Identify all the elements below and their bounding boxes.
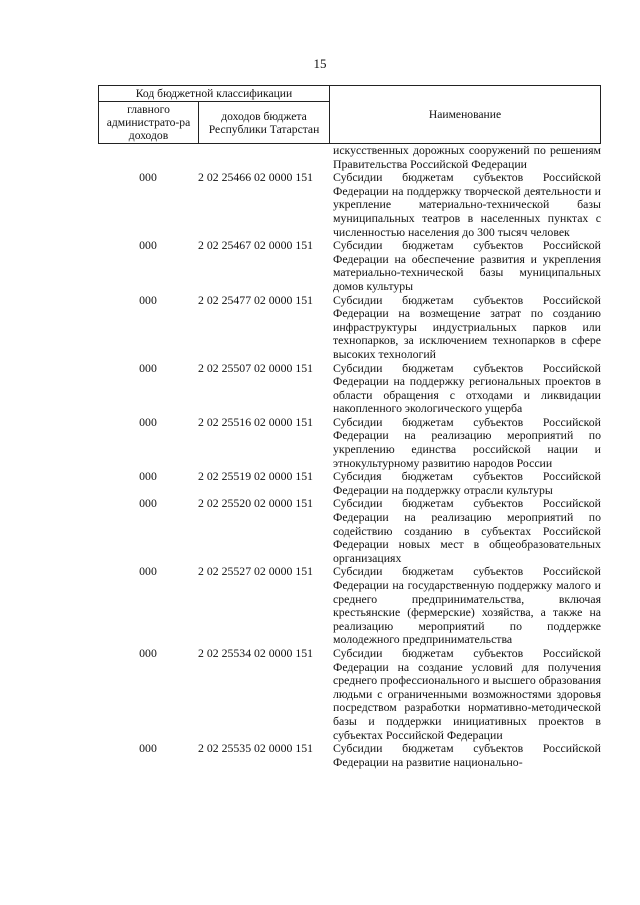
table-row xyxy=(98,470,601,497)
name-cell: Субсидии бюджетам субъектов Российской Федерации на обеспечение развития и укрепления материально-технической базы муниципальных домов культуры xyxy=(333,238,601,293)
table-row xyxy=(98,742,601,769)
code-cell xyxy=(198,144,333,171)
income-code-cell: 2 02 25534 02 0000 151 xyxy=(198,645,314,660)
name-cell: Субсидии бюджетам субъектов Российской Федерации на государственную поддержку малого и среднего предпринимательства, включая крестьянские (фермерские) хозяйства, а также на реализацию мероприятий по поддержке молодежного предпринимательства xyxy=(333,564,601,647)
income-code-cell: 2 02 25520 02 0000 151 xyxy=(198,496,314,511)
admin-code-cell: 000 xyxy=(139,292,157,307)
table-row xyxy=(98,647,601,742)
page-number: 15 xyxy=(313,56,327,71)
header-group-title: Код бюджетной классификации xyxy=(99,86,330,102)
admin-code-cell: 000 xyxy=(139,170,157,185)
income-code-cell: 2 02 25519 02 0000 151 xyxy=(198,469,314,484)
name-cell: Субсидии бюджетам субъектов Российской Федерации на реализацию мероприятий по содействию созданию в субъектах Российской Федерации новых мест в общеобразовательных организациях xyxy=(333,496,601,565)
name-cell: Субсидии бюджетам субъектов Российской Федерации на создание условий для получения среднего профессионального и высшего образования людьми с ограниченными возможностями здоровья посредством разработки нормативно-методической базы и поддержки инициативных проектов в субъектах Российской Федерации xyxy=(333,645,601,742)
admin-code-cell: 000 xyxy=(139,414,157,429)
table-row xyxy=(98,239,601,293)
header-col-name: Наименование xyxy=(330,86,601,144)
table-header xyxy=(98,85,601,144)
name-cell: искусственных дорожных сооружений по решениям Правительства Российской Федерации xyxy=(333,143,601,171)
header-col-code: доходов бюджета Республики Татарстан xyxy=(199,102,330,144)
admin-cell xyxy=(98,144,198,171)
admin-code-cell: 000 xyxy=(139,360,157,375)
income-code-cell: 2 02 25466 02 0000 151 xyxy=(198,170,314,185)
table-row xyxy=(98,294,601,362)
table-row xyxy=(98,565,601,647)
name-cell: Субсидии бюджетам субъектов Российской Федерации на возмещение затрат по созданию инфраструктуры индустриальных парков или технопарков, за исключением технопарков в сфере высоких технологий xyxy=(333,292,601,361)
name-cell: Субсидия бюджетам субъектов Российской Федерации на поддержку отрасли культуры xyxy=(333,469,601,497)
table-row xyxy=(98,497,601,565)
income-code-cell: 2 02 25467 02 0000 151 xyxy=(198,238,314,253)
name-cell: Субсидии бюджетам субъектов Российской Федерации на реализацию мероприятий по укреплению единства российской нации и этнокультурному развитию народов России xyxy=(333,414,601,470)
admin-code-cell: 000 xyxy=(139,645,157,660)
table-row xyxy=(98,416,601,470)
table-row xyxy=(98,171,601,239)
header-col-admin: главного администрато-ра доходов xyxy=(99,102,199,144)
admin-code-cell: 000 xyxy=(139,469,157,484)
table-body xyxy=(98,144,601,769)
admin-code-cell: 000 xyxy=(139,741,157,756)
table-row xyxy=(98,362,601,416)
table-row-continuation xyxy=(98,144,601,171)
income-code-cell: 2 02 25527 02 0000 151 xyxy=(198,564,314,579)
income-code-cell: 2 02 25516 02 0000 151 xyxy=(198,414,314,429)
name-cell: Субсидии бюджетам субъектов Российской Федерации на развитие национально- xyxy=(333,741,601,769)
income-code-cell: 2 02 25507 02 0000 151 xyxy=(198,360,314,375)
admin-code-cell: 000 xyxy=(139,496,157,511)
income-code-cell: 2 02 25535 02 0000 151 xyxy=(198,741,314,756)
name-cell: Субсидии бюджетам субъектов Российской Федерации на поддержку творческой деятельности и укрепление материально-технической базы муниципальных театров в населенных пунктах с численностью населения до 300 тысяч человек xyxy=(333,170,601,239)
name-cell: Субсидии бюджетам субъектов Российской Федерации на поддержку региональных проектов в области обращения с отходами и ликвидации накопленного экологического ущерба xyxy=(333,360,601,416)
income-code-cell: 2 02 25477 02 0000 151 xyxy=(198,292,314,307)
admin-code-cell: 000 xyxy=(139,564,157,579)
admin-code-cell: 000 xyxy=(139,238,157,253)
